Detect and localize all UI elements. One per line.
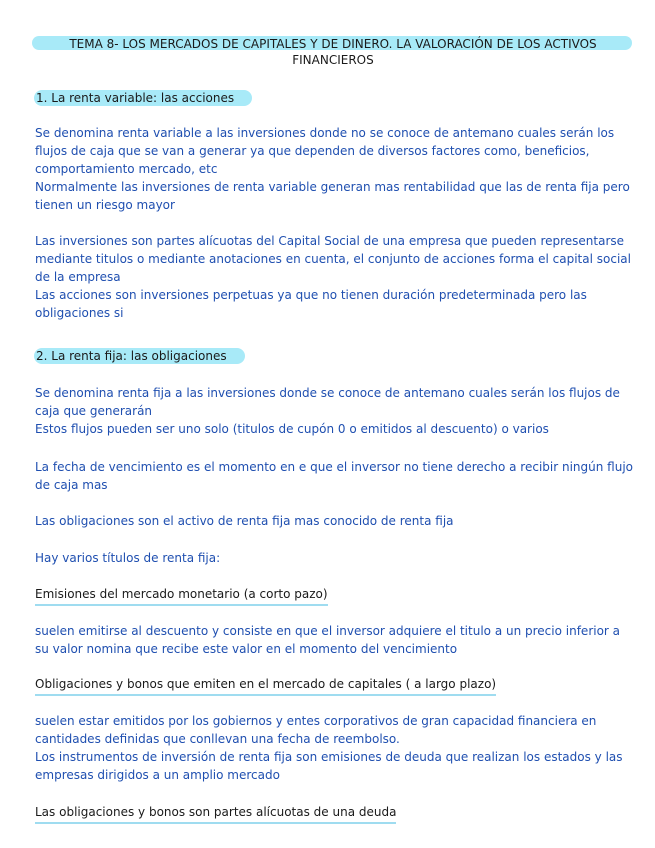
section-2-paragraph-1: Se denomina renta fija a las inversiones donde se conoce de antemano cuales serán los flujos de caja que generarán Estos flujos pueden ser uno solo (titulos de cupón 0 o emitidos al descuento) o varios (35, 386, 620, 436)
section-2-paragraph-5: suelen emitirse al descuento y consiste en que el inversor adquiere el titulo a un precio inferior a su valor nomina que recibe este valor en el momento del vencimiento (35, 624, 621, 656)
section-2-paragraph-2: La fecha de vencimiento es el momento en e que el inversor no tiene derecho a recibir ningún flujo de caja mas (35, 460, 634, 492)
section-2-paragraph-3: Las obligaciones son el activo de renta fija mas conocido de renta fija (35, 514, 454, 528)
section-2-heading: 2. La renta fija: las obligaciones (34, 348, 245, 364)
section-2-paragraph-6: suelen estar emitidos por los gobiernos y entes corporativos de gran capacidad financiera en cantidades definidas que conllevan una fecha de reembolso. Los instrumentos de inversión de renta fija son emisiones de deuda que realizan los estados y las empresas dirigidos a un amplio mercado (35, 714, 623, 782)
section-1-paragraph-1: Se denomina renta variable a las inversiones donde no se conoce de antemano cuales serán los flujos de caja que se van a generar ya que dependen de diversos factores como, beneficios, comportamiento mercado, etc Normalmente las inversiones de renta variable generan mas rentabilidad que las de renta fija pero tienen un riesgo mayor (35, 126, 630, 212)
section-2-paragraph-4: Hay varios títulos de renta fija: (35, 551, 221, 565)
subheading-money-market: Emisiones del mercado monetario (a corto pazo) (35, 586, 328, 606)
subheading-debt-shares: Las obligaciones y bonos son partes alícuotas de una deuda (35, 804, 396, 824)
section-1-paragraph-2: Las inversiones son partes alícuotas del Capital Social de una empresa que pueden representarse mediante titulos o mediante anotaciones en cuenta, el conjunto de acciones forma el capital social de la empresa Las acciones son inversiones perpetuas ya que no tienen duración predeterminada pero las obligaciones si (35, 234, 631, 320)
section-1-heading: 1. La renta variable: las acciones (34, 90, 252, 106)
subheading-capital-market: Obligaciones y bonos que emiten en el mercado de capitales ( a largo plazo) (35, 676, 496, 696)
document-title: TEMA 8- LOS MERCADOS DE CAPITALES Y DE DINERO. LA VALORACIÓN DE LOS ACTIVOS FINANCIEROS (69, 37, 597, 67)
